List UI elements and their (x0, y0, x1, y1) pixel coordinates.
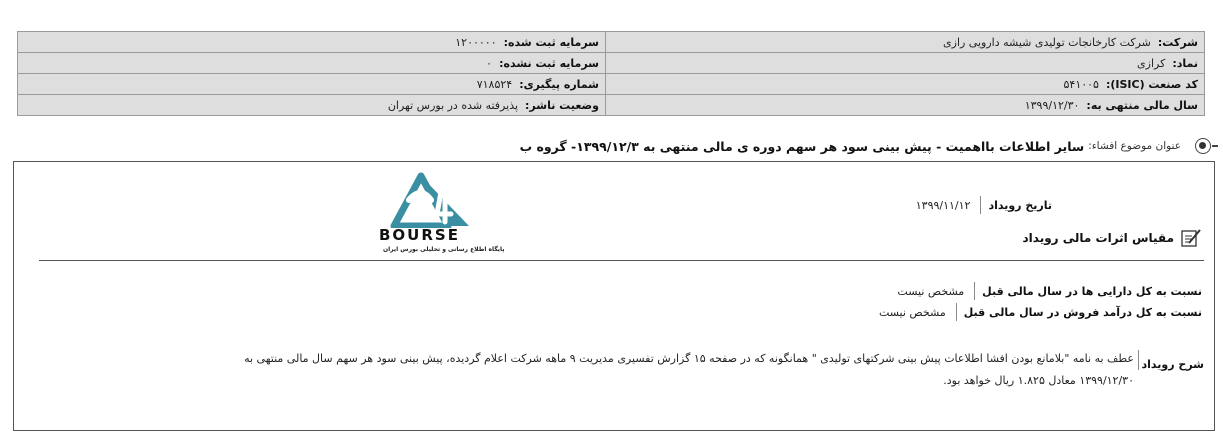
revenue-ratio-value: مشخص نیست (878, 305, 946, 319)
symbol-label: نماد: (1172, 56, 1198, 70)
event-description-line: ۱۳۹۹/۱۲/۳۰ معادل ۱.۸۲۵ ریال خواهد بود. (943, 374, 1134, 387)
company-cell (606, 32, 1205, 53)
section-divider (39, 260, 1204, 261)
capital-registered-label: سرمایه ثبت شده: (503, 35, 599, 49)
event-description-line: عطف به نامه "بلامانع بودن افشا اطلاعات پیش بینی شرکتهای تولیدی " همانگونه که در صفحه ۱۵ گزارش تفسیری مدیریت ۹ ماهه شرکت اعلام گردیده، پیش بینی سود هر سهم سال مالی منتهی به (244, 352, 1134, 365)
bourse-logo (369, 170, 505, 258)
edit-document-icon (1180, 228, 1202, 248)
disclosure-subject (520, 136, 1211, 156)
subject-title: سایر اطلاعات بااهمیت - پیش بینی سود هر سهم دوره ی مالی منتهی به ۱۳۹۹/۱۲/۳- گروه ب (519, 138, 1085, 154)
capital-registered-value: ۱۲۰۰۰۰۰ (455, 35, 497, 49)
event-date-field (916, 196, 1052, 214)
field-divider (980, 196, 981, 214)
capital-unregistered-cell (18, 53, 606, 74)
tracking-cell (18, 74, 606, 95)
publisher-status-value: پذیرفته شده در بورس تهران (387, 98, 519, 112)
bourse-logo-mark-icon (369, 170, 494, 228)
fiscal-year-label: سال مالی منتهی به: (1086, 98, 1198, 112)
revenue-ratio-field (879, 303, 1202, 321)
capital-registered-cell (18, 32, 606, 53)
info-row (18, 74, 1205, 95)
publisher-status-label: وضعیت ناشر: (525, 98, 599, 112)
symbol-cell (606, 53, 1205, 74)
assets-ratio-field (897, 282, 1202, 300)
company-value: شرکت کارخانجات تولیدی شیشه دارویی رازی (943, 35, 1151, 49)
financial-effects-heading (1023, 228, 1202, 248)
fiscal-year-value: ۱۳۹۹/۱۲/۳۰ (1024, 98, 1080, 112)
field-divider (974, 282, 975, 300)
financial-effects-title: مقیاس اثرات مالی رویداد (1022, 231, 1174, 245)
event-date-value: ۱۳۹۹/۱۱/۱۲ (915, 198, 971, 212)
info-row (18, 53, 1205, 74)
isic-value: ۵۴۱۰۰۵ (1063, 77, 1099, 91)
symbol-value: کرازی (1137, 56, 1166, 70)
fiscal-year-cell (606, 95, 1205, 116)
company-info-table (17, 31, 1205, 116)
logo-wordmark: BOURSE (379, 226, 460, 244)
capital-unregistered-value: ۰ (486, 56, 493, 70)
assets-ratio-label: نسبت به کل دارایی ها در سال مالی قبل (982, 284, 1202, 298)
tracking-label: شماره پیگیری: (519, 77, 599, 91)
isic-cell (606, 74, 1205, 95)
target-icon (1195, 138, 1211, 154)
event-description (134, 348, 1134, 392)
event-description-label: شرح رویداد (1141, 358, 1204, 371)
publisher-status-cell (18, 95, 606, 116)
company-label: شرکت: (1157, 35, 1198, 49)
isic-label: کد صنعت (ISIC): (1105, 77, 1198, 91)
info-row (18, 95, 1205, 116)
event-date-label: تاریخ رویداد (988, 198, 1052, 212)
field-divider (956, 303, 957, 321)
capital-unregistered-label: سرمایه ثبت نشده: (499, 56, 599, 70)
tracking-value: ۷۱۸۵۲۴ (476, 77, 513, 91)
logo-subtitle: پایگاه اطلاع رسانی و تحلیلی بورس ایران (383, 246, 505, 253)
subject-caption: عنوان موضوع افشاء: (1088, 140, 1181, 152)
field-divider (1138, 350, 1139, 370)
revenue-ratio-label: نسبت به کل درآمد فروش در سال مالی قبل (963, 305, 1202, 319)
assets-ratio-value: مشخص نیست (897, 284, 965, 298)
info-row (18, 32, 1205, 53)
event-panel (13, 161, 1215, 431)
